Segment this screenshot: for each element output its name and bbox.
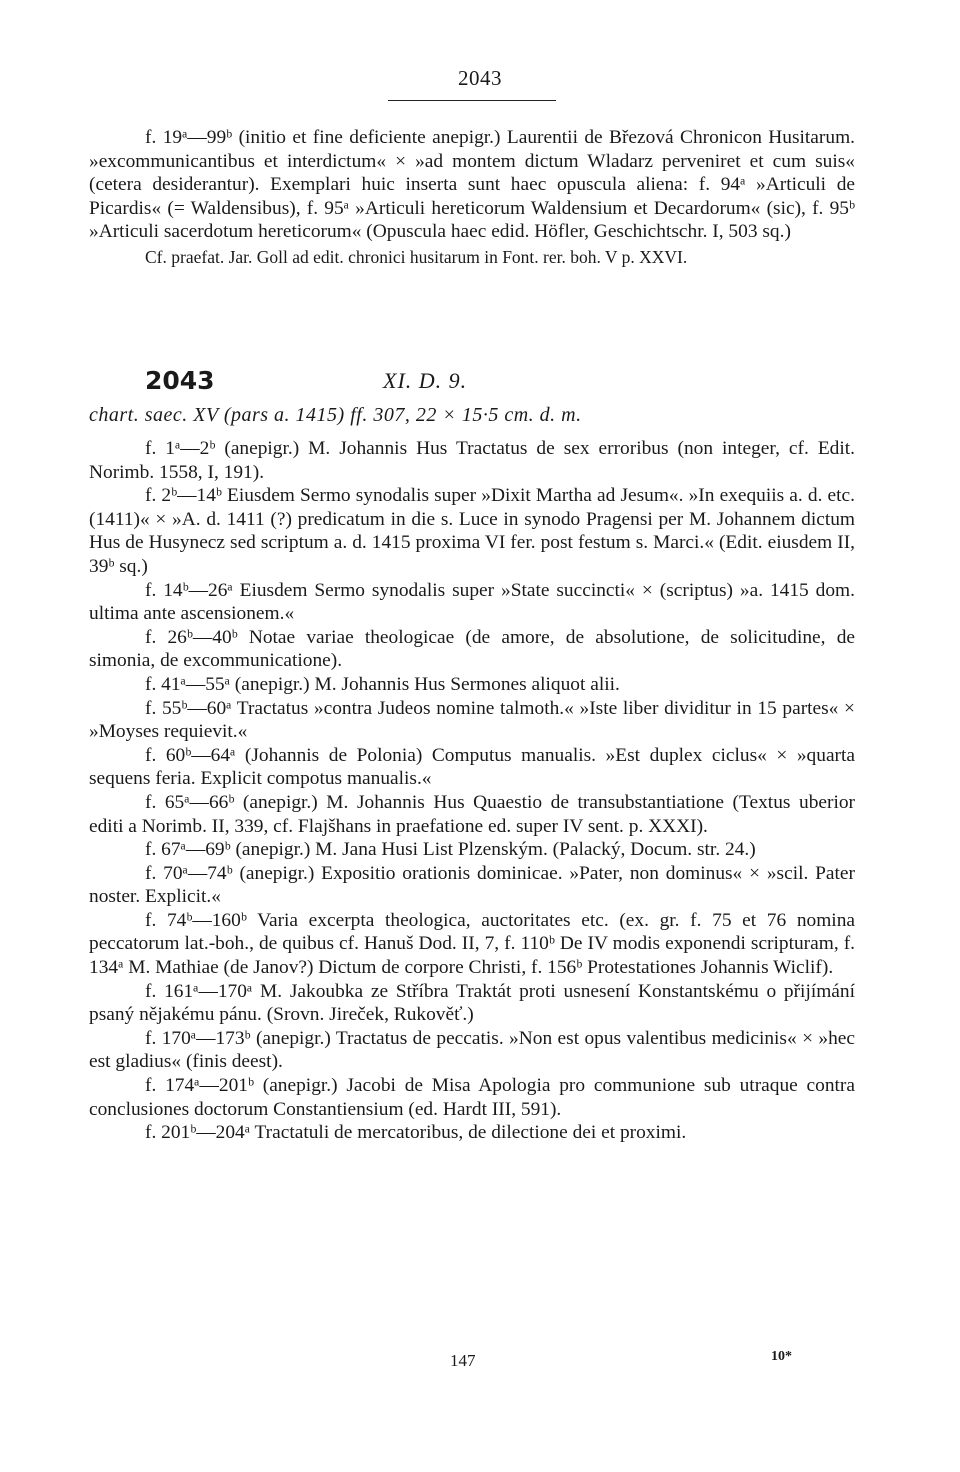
entry-item: f. 60ᵇ—64ᵃ (Johannis de Polonia) Computus manualis. »Est duplex ciclus« × »quarta sequens feria. Explicit compotus manualis.«	[89, 744, 855, 790]
page-number: 147	[450, 1351, 476, 1370]
entry-item: f. 74ᵇ—160ᵇ Varia excerpta theologica, auctoritates etc. (ex. gr. f. 75 et 76 nomina peccatorum lat.-boh., de quibus cf. Hanuš Dod. II, 7, f. 110ᵇ De IV modis exponendi scripturam, f. 134ᵃ M. Mathiae (de Janov?) Dictum de corpore Christi, f. 156ᵇ Protestationes Johannis Wiclif).	[89, 909, 855, 979]
entry-items	[89, 437, 855, 1145]
entry-item: f. 161ᵃ—170ᵃ M. Jakoubka ze Stříbra Traktát proti usnesení Konstantskému o přijímání psaný nějakému pánu. (Srovn. Jireček, Rukověť.)	[89, 980, 855, 1026]
entry-signature: XI. D. 9.	[383, 368, 468, 393]
head-rule	[388, 100, 556, 101]
signature-mark: 10*	[771, 1349, 792, 1364]
entry-item: f. 2ᵇ—14ᵇ Eiusdem Sermo synodalis super »Dixit Martha ad Jesum«. »In exequiis a. d. etc. (1411)« × »A. d. 1411 (?) predicatum in die s. Luce in synodo Pragensi per M. Johannem dictum Hus de Husynecz sed scriptum a. d. 1415 proxima VI fer. post festum s. Marci.« (Edit. eiusdem II, 39ᵇ sq.)	[89, 485, 855, 577]
previous-entry-reference: Cf. praefat. Jar. Goll ad edit. chronici husitarum in Font. rer. boh. V p. XXVI.	[145, 246, 688, 267]
entry-item: f. 174ᵃ—201ᵇ (anepigr.) Jacobi de Misa Apologia pro communione sub utraque contra conclusiones doctorum Constantiensium (ed. Hardt III, 591).	[89, 1075, 855, 1120]
previous-entry-paragraph: f. 19ᵃ—99ᵇ (initio et fine deficiente anepigr.) Laurentii de Březová Chronicon Husitarum. »excommunicantibus et interdictum« × »ad montem dictum Wladarz perveniret et cum suis« (cetera desiderantur). Exemplari huic inserta sunt haec opuscula aliena: f. 94ᵃ »Articuli de Picardis« (= Waldensibus), f. 95ᵃ »Articuli hereticorum Waldensium et Decardorum« (sic), f. 95ᵇ »Articuli sacerdotum hereticorum« (Opuscula haec edid. Höfler, Geschichtschr. I, 503 sq.)	[89, 127, 855, 243]
entry-item: f. 170ᵃ—173ᵇ (anepigr.) Tractatus de peccatis. »Non est opus valentibus medicinis« × »hec est gladius« (finis deest).	[89, 1027, 855, 1073]
entry-item: f. 201ᵇ—204ᵃ Tractatuli de mercatoribus, de dilectione dei et proximi.	[145, 1122, 687, 1144]
entry-item: f. 65ᵃ—66ᵇ (anepigr.) M. Johannis Hus Quaestio de transubstantiatione (Textus uberior editi a Norimb. II, 339, cf. Flajšhans in praefatione ed. super IV sent. p. XXXI).	[89, 791, 855, 837]
entry-item: f. 70ᵃ—74ᵇ (anepigr.) Expositio orationis dominicae. »Pater, non dominus« × »scil. Pater noster. Explicit.«	[89, 862, 855, 908]
entry-item: f. 1ᵃ—2ᵇ (anepigr.) M. Johannis Hus Tractatus de sex erroribus (non integer, cf. Edit. Norimb. 1558, I, 191).	[89, 438, 855, 483]
entry-number: 2043	[145, 366, 215, 395]
entry-item: f. 26ᵇ—40ᵇ Notae variae theologicae (de amore, de absolutione, de solicitudine, de simonia, de excommunicatione).	[89, 626, 855, 672]
entry-item: f. 41ᵃ—55ᵃ (anepigr.) M. Johannis Hus Sermones aliquot alii.	[145, 673, 620, 695]
entry-heading	[145, 366, 845, 400]
entry-item: f. 55ᵇ—60ᵃ Tractatus »contra Judeos nomine talmoth.« »Iste liber dividitur in 15 partes« × »Moyses requievit.«	[89, 697, 855, 743]
entry-item: f. 14ᵇ—26ᵃ Eiusdem Sermo synodalis super »State succincti« × (scriptus) »a. 1415 dom. ultima ante ascensionem.«	[89, 579, 855, 625]
entry-item: f. 67ᵃ—69ᵇ (anepigr.) M. Jana Husi List Plzenským. (Palacký, Docum. str. 24.)	[145, 839, 756, 861]
previous-entry	[89, 126, 855, 270]
entry-description: chart. saec. XV (pars a. 1415) ff. 307, 22 × 15·5 cm. d. m.	[89, 404, 582, 426]
running-head: 2043	[458, 66, 502, 90]
